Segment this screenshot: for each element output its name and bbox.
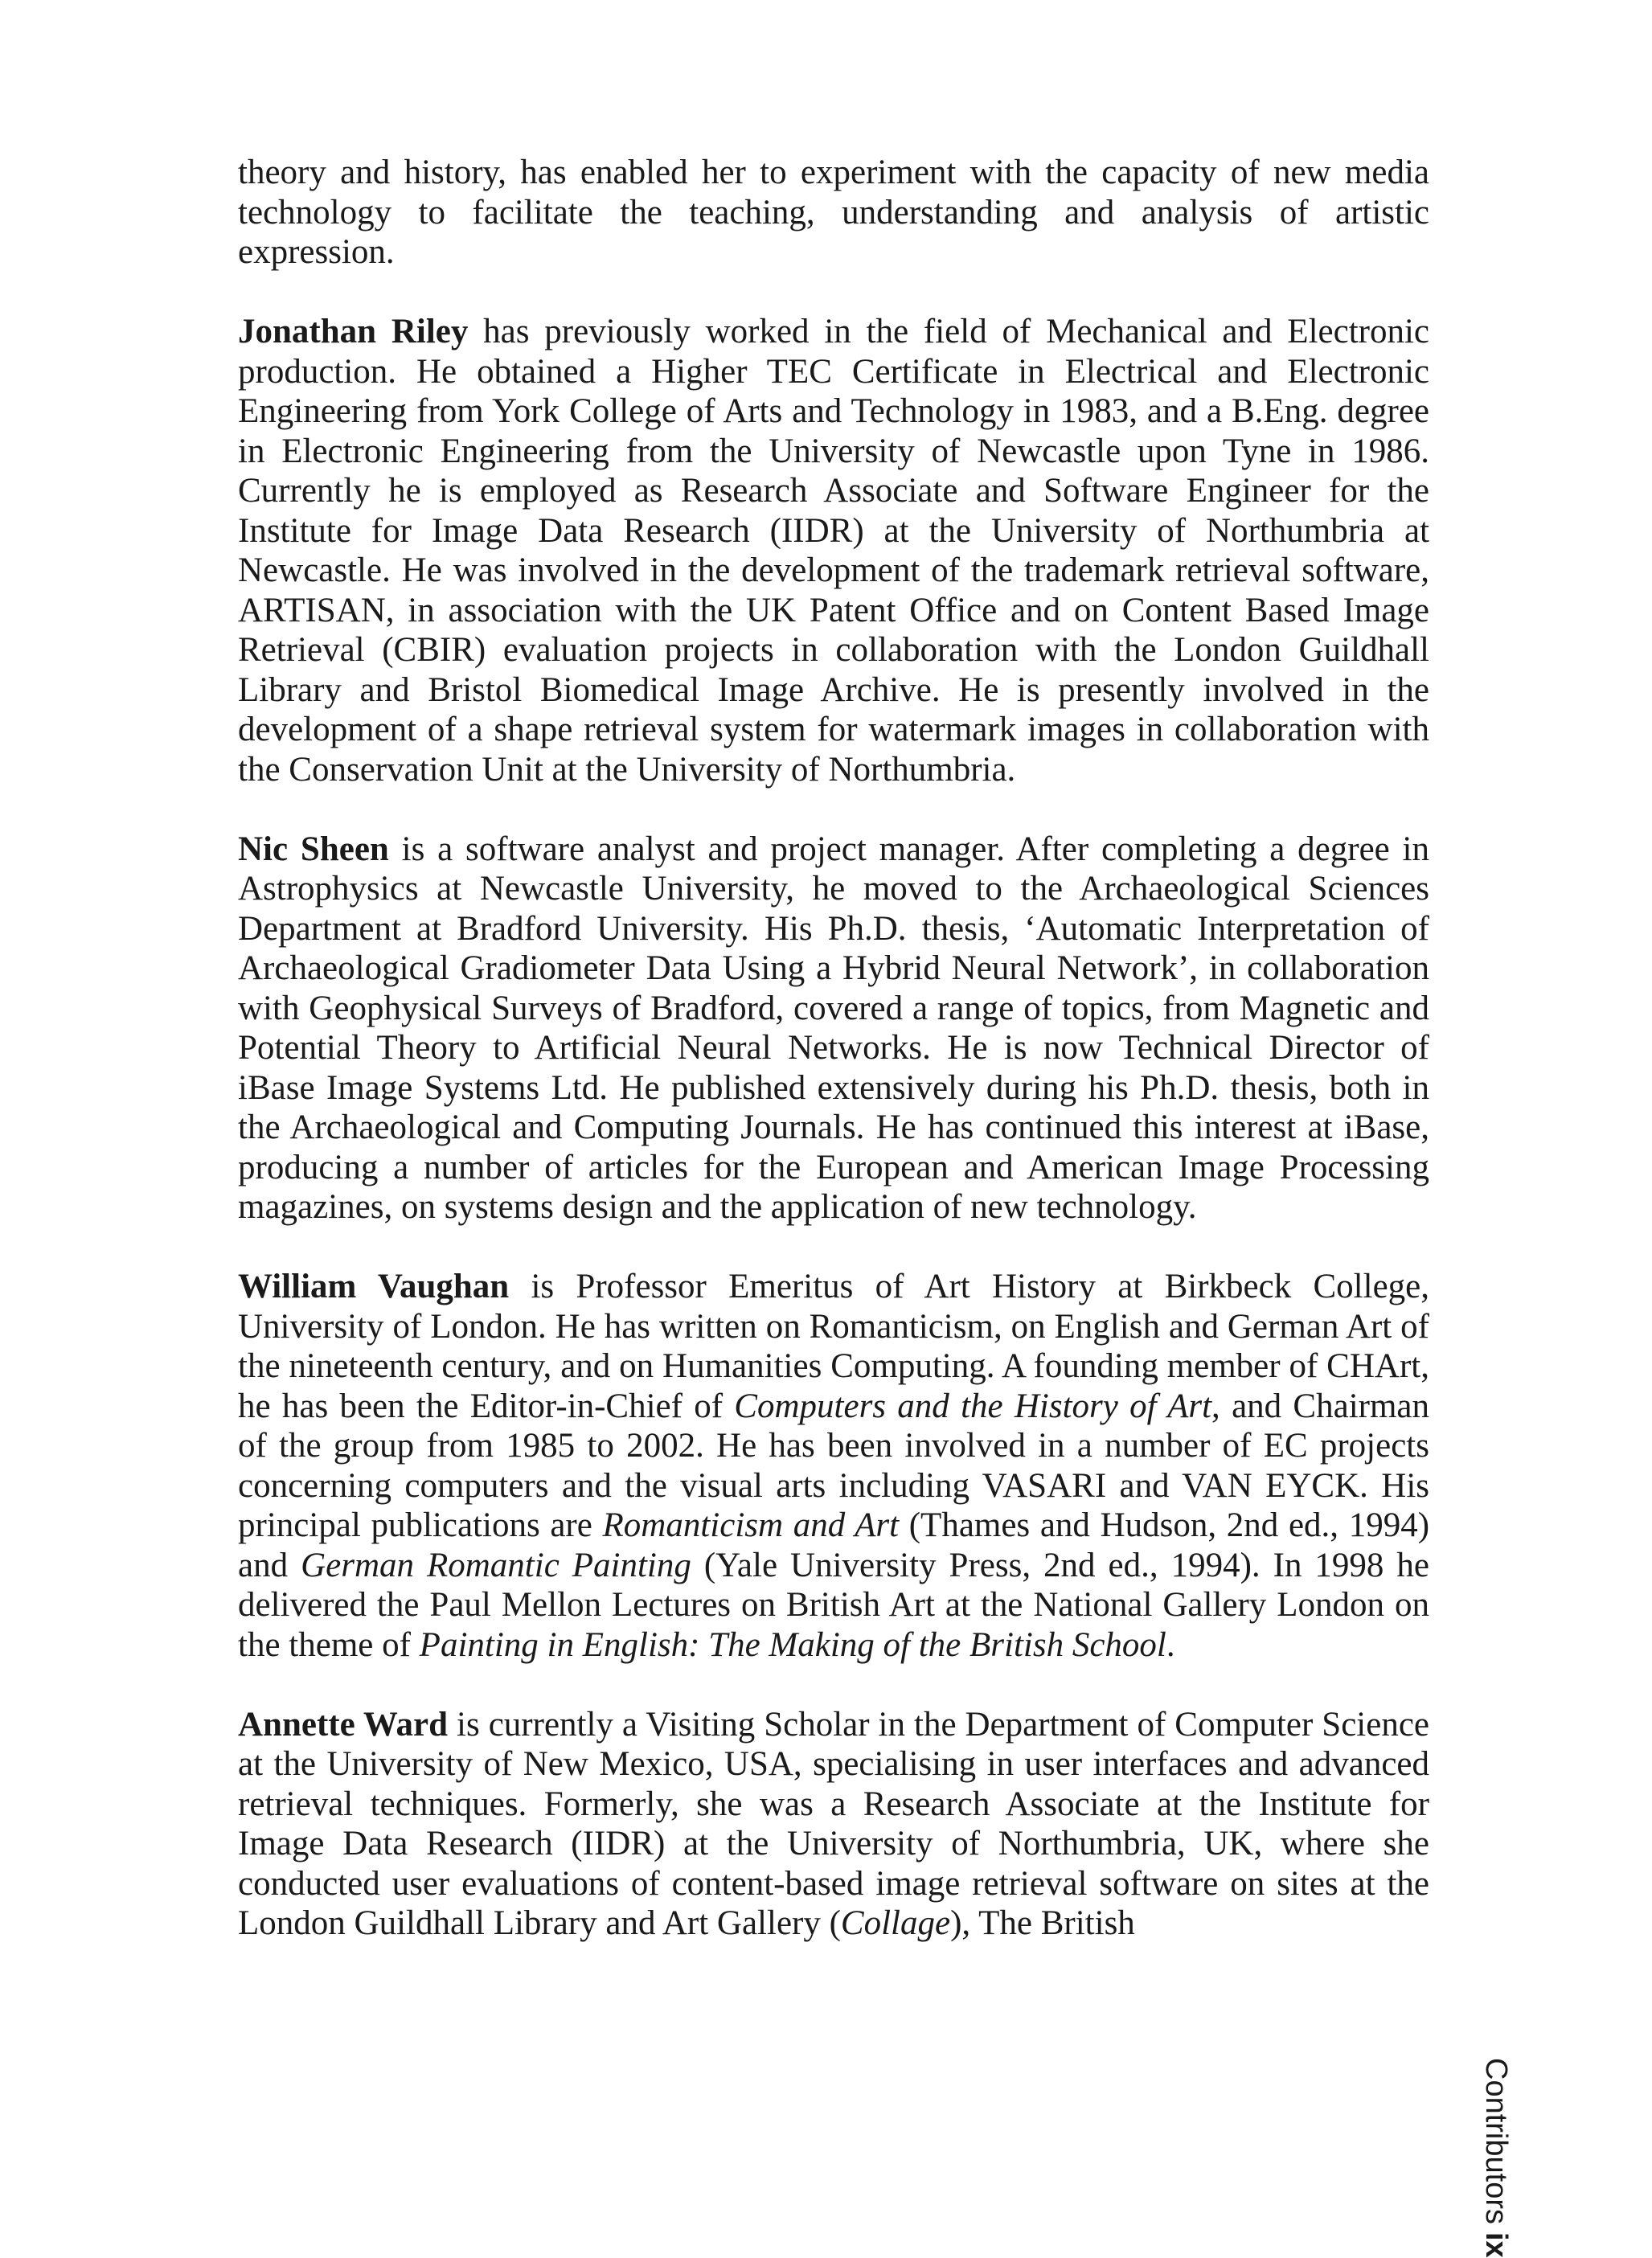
bio-text: ), The British xyxy=(950,1904,1135,1942)
bio-annette-ward xyxy=(238,1705,1429,1944)
bio-text: is Professor Emeritus of Art History at Birkbeck College, University of London. He has written on Romanticism, on English and German Art of the nineteenth century, and on Humanities Computing. A founding member of CHArt, he has been the Editor-in-Chief of xyxy=(238,1268,1429,1425)
contributors-text-column xyxy=(238,153,1429,1944)
bio-text: (Thames and Hudson, 2nd ed., 1994) and xyxy=(238,1506,1430,1584)
contributor-name: Nic Sheen xyxy=(238,830,389,868)
bio-text: . xyxy=(1166,1625,1175,1664)
bio-nic-sheen xyxy=(238,830,1429,1227)
bio-william-vaughan xyxy=(238,1267,1429,1665)
bio-text: is currently a Visiting Scholar in the Department of Computer Science at the University of New Mexico, USA, specialising in user interfaces and advanced retrieval techniques. Formerly, she was a Research Associate at the Institute for Image Data Research (IIDR) at the University of Northumbria, UK, where she conducted user evaluations of content-based image retrieval software on sites at the London Guildhall Library and Art Gallery ( xyxy=(238,1705,1429,1942)
publication-title: German Romantic Painting xyxy=(301,1546,691,1584)
running-footer xyxy=(1481,2058,1511,2258)
publication-title: Painting in English: The Making of the British School xyxy=(419,1625,1166,1664)
contributor-name: Jonathan Riley xyxy=(238,313,469,350)
bio-text: (Yale University Press, 2nd ed., 1994). In 1998 he delivered the Paul Mellon Lectures on British Art at the National Gallery London on the theme of xyxy=(238,1546,1429,1664)
publication-title: Computers and the History of Art xyxy=(734,1387,1212,1425)
publication-title: Collage xyxy=(840,1904,951,1942)
contributor-name: William Vaughan xyxy=(238,1268,510,1305)
paragraph-continuation xyxy=(238,153,1429,273)
publication-title: Romanticism and Art xyxy=(602,1506,900,1544)
contributor-name: Annette Ward xyxy=(238,1705,449,1744)
bio-text: has previously worked in the field of Mechanical and Electronic production. He obtained a Higher TEC Certificate in Electrical and Electronic Engineering from York College of Arts and Technology in 1983, and a B.Eng. degree in Electronic Engineering from the University of Newcastle upon Tyne in 1986. Currently he is employed as Research Associate and Software Engineer for the Institute for Image Data Research (IIDR) at the University of Northumbria at Newcastle. He was involved in the development of the trademark retrieval software, ARTISAN, in association with the UK Patent Office and on Content Based Image Retrieval (CBIR) evaluation projects in collaboration with the London Guildhall Library and Bristol Biomedical Image Archive. He is presently involved in the development of a shape retrieval system for watermark images in collaboration with the Conservation Unit at the University of Northumbria. xyxy=(238,313,1429,789)
section-label: Contributors xyxy=(1479,2058,1513,2224)
paragraph-text: theory and history, has enabled her to experiment with the capacity of new media technology to facilitate the teaching, understanding and analysis of artistic expression. xyxy=(238,154,1429,271)
bio-text: is a software analyst and project manager. After completing a degree in Astrophysics at Newcastle University, he moved to the Archaeological Sciences Department at Bradford University. His Ph.D. thesis, ‘Automatic Interpretation of Archaeological Gradiometer Data Using a Hybrid Neural Network’, in collaboration with Geophysical Surveys of Bradford, covered a range of topics, from Magnetic and Potential Theory to Artificial Neural Networks. He is now Technical Director of iBase Image Systems Ltd. He published extensively during his Ph.D. thesis, both in the Archaeological and Computing Journals. He has continued this interest at iBase, producing a number of articles for the European and American Image Processing magazines, on systems design and the application of new technology. xyxy=(238,830,1430,1226)
bio-jonathan-riley xyxy=(238,312,1429,789)
page-number: ix xyxy=(1479,2231,1513,2258)
bio-text: , and Chairman of the group from 1985 to 2002. He has been involved in a number of EC projects concerning computers and the visual arts including VASARI and VAN EYCK. His principal publications are xyxy=(238,1387,1429,1544)
